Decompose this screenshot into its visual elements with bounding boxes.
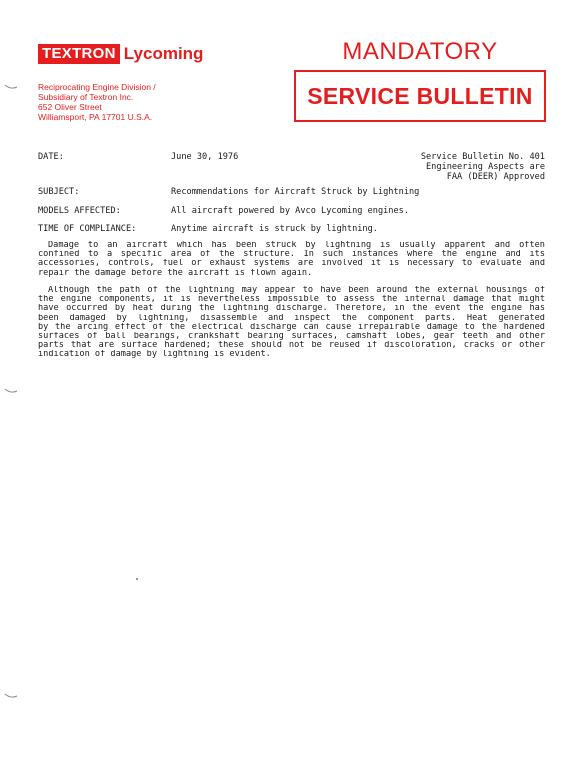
paragraph-line: indication of damage by lightning is evident. [38, 350, 271, 360]
logo-textron-box: TEXTRON [38, 44, 120, 64]
subject-value: Recommendations for Aircraft Struck by Lightning [171, 187, 420, 197]
paragraph-line: parts that are surface hardened; these should not be reused if discoloration, cracks or other [38, 341, 545, 351]
body-paragraph-2 [38, 286, 545, 360]
date-label: DATE: [38, 152, 64, 162]
company-address [38, 82, 156, 122]
address-line: Williamsport, PA 17701 U.S.A. [38, 112, 153, 122]
subject-label: SUBJECT: [38, 187, 80, 197]
bulletin-number-block [380, 152, 545, 182]
paragraph-line: surfaces of ball bearings, crankshaft bearing surfaces, camshaft lobes, gear teeth and other [38, 332, 545, 342]
models-affected-label: MODELS AFFECTED: [38, 206, 121, 216]
body-paragraph-1 [38, 241, 545, 278]
address-line: 652 Oliver Street [38, 102, 102, 112]
date-value: June 30, 1976 [171, 152, 239, 162]
textron-lycoming-logo [38, 44, 203, 64]
engineering-aspects: Engineering Aspects are [426, 162, 545, 172]
binder-hole-mark-icon [4, 388, 18, 394]
paragraph-line: confined to a specific area of the structure. In such instances where the engine and its [38, 250, 545, 260]
paragraph-line: accessories, controls, fuel or exhaust systems are involved it is necessary to evaluate and [38, 259, 545, 269]
scan-speck [136, 578, 138, 580]
mandatory-heading: MANDATORY [342, 38, 498, 65]
paragraph-line: by the arcing effect of the electrical discharge can cause irrepairable damage to the hardened [38, 322, 545, 332]
time-of-compliance-label: TIME OF COMPLIANCE: [38, 224, 137, 234]
paragraph-line: repair the damage before the aircraft is flown again. [38, 268, 313, 278]
paragraph-line: the engine components, it is nevertheless impossible to assess the internal damage that might [38, 295, 545, 305]
faa-approval: FAA (DEER) Approved [446, 172, 545, 182]
time-of-compliance-value: Anytime aircraft is struck by lightning. [171, 224, 378, 234]
binder-hole-mark-icon [4, 693, 18, 699]
address-line: Subsidiary of Textron Inc. [38, 92, 134, 102]
logo-lycoming-word: Lycoming [123, 44, 204, 63]
service-bulletin-title: SERVICE BULLETIN [307, 82, 533, 109]
service-bulletin-box [294, 70, 546, 122]
paragraph-line: been damaged by lightning, disassemble and inspect the component parts. Heat generated [38, 313, 545, 323]
paragraph-line: Damage to an aircraft which has been struck by lightning is usually apparent and often [48, 241, 545, 250]
binder-hole-mark-icon [4, 84, 18, 90]
address-line: Reciprocating Engine Division / [38, 82, 156, 92]
models-affected-value: All aircraft powered by Avco Lycoming engines. [171, 206, 409, 216]
paragraph-line: Although the path of the lightning may appear to have been around the external housings of [48, 286, 545, 295]
bulletin-number: Service Bulletin No. 401 [420, 152, 545, 162]
paragraph-line: have occurred by heat during the lightning discharge. Therefore, in the event the engine has [38, 304, 545, 314]
